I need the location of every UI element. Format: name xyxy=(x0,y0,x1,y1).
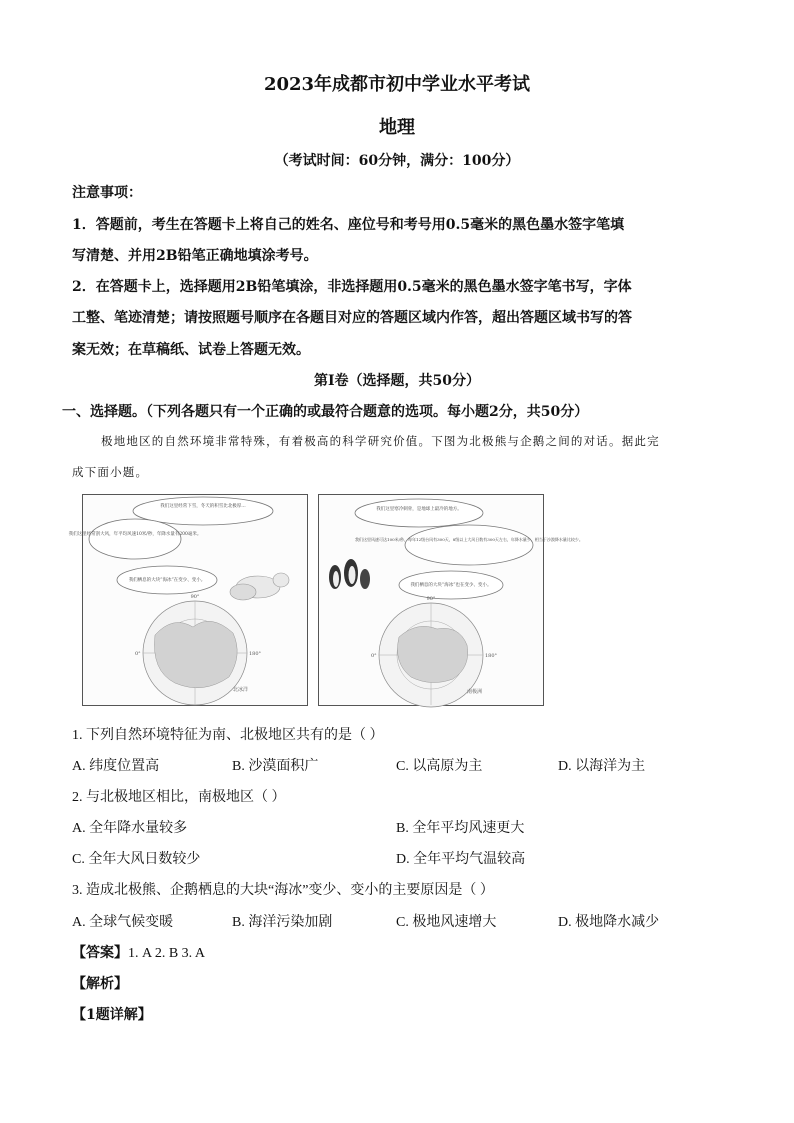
detail-1-text: 【1题详解】 xyxy=(72,1007,152,1023)
left-lon-right: 180° xyxy=(249,651,262,657)
right-region-label: 南极洲 xyxy=(467,689,483,695)
arctic-map xyxy=(143,601,247,705)
arctic-figure xyxy=(68,494,308,706)
detail-1-label xyxy=(72,1004,152,1024)
question-1-option-b: B. 沙漠面积广 xyxy=(232,759,319,774)
question-1-option-c: C. 以高原为主 xyxy=(396,759,483,774)
volume-title: 第Ⅰ卷（选择题，共50分） xyxy=(313,373,481,389)
question-1-option-d: D. 以海洋为主 xyxy=(558,759,646,774)
notes-heading: 注意事项： xyxy=(72,185,142,201)
right-bubble-2: 我们这里风速可达100米/秒，每年12级台风有300天，8级以上大风日数有300天左右，年降水量少，相当于沙漠降水量比较少。 xyxy=(355,537,583,542)
arctic-illustration xyxy=(68,495,307,705)
right-lon-left: 0° xyxy=(371,653,377,659)
question-2-option-c: C. 全年大风日数较少 xyxy=(72,852,201,867)
question-3-option-d: D. 极地降水减少 xyxy=(558,915,660,930)
analysis-label xyxy=(72,973,128,993)
note-2-line-1: 2．在答题卡上，选择题用2B铅笔填涂，非选择题用0.5毫米的黑色墨水签字笔书写，字体 xyxy=(72,279,632,295)
question-2-stem: 2. 与北极地区相比，南极地区（ ） xyxy=(72,790,286,805)
question-1-option-a: A. 纬度位置高 xyxy=(72,759,160,774)
left-ocean-label: 北冰洋 xyxy=(233,687,249,693)
answer-label: 【答案】 xyxy=(72,945,128,961)
question-2-option-d: D. 全年平均气温较高 xyxy=(396,852,526,867)
question-1-stem: 1. 下列自然环境特征为南、北极地区共有的是（ ） xyxy=(72,728,384,743)
question-2-option-b: B. 全年平均风速更大 xyxy=(396,821,525,836)
question-3-stem: 3. 造成北极熊、企鹅栖息的大块“海冰”变少、变小的主要原因是（ ） xyxy=(72,883,494,898)
question-3-option-c: C. 极地风速增大 xyxy=(396,915,497,930)
analysis-text: 【解析】 xyxy=(72,976,128,992)
right-lon-right: 180° xyxy=(485,653,498,659)
antarctic-figure xyxy=(318,494,583,706)
part-title: 一、选择题。（下列各题只有一个正确的或最符合题意的选项。每小题2分，共50分） xyxy=(62,404,589,420)
left-bubble-1: 我们这里经常下雪，冬天的积雪比北极厚… xyxy=(160,504,246,509)
note-1-line-1: 1．答题前，考生在答题卡上将自己的姓名、座位号和考号用0.5毫米的黑色墨水签字笔填 xyxy=(72,217,625,233)
right-bubble-3: 我们栖息的大块“海冰”也在变少、变小。 xyxy=(410,583,492,588)
penguin-drawing xyxy=(329,559,370,589)
exam-info: （考试时间：60分钟，满分：100分） xyxy=(274,153,520,169)
left-lon-top: 90° xyxy=(190,594,200,600)
intro-line-1: 极地地区的自然环境非常特殊，有着极高的科学研究价值。下图为北极熊与企鹅之间的对话。据此完 xyxy=(101,434,660,448)
answer-row xyxy=(72,942,205,962)
note-2-line-3: 案无效；在草稿纸、试卷上答题无效。 xyxy=(72,342,310,358)
left-lon-left: 0° xyxy=(135,651,141,657)
left-bubble-2: 我们这里经常刮大风，年平均风速10米/秒，年降水量有200毫米。 xyxy=(68,532,202,537)
exam-title: 2023年成都市初中学业水平考试 xyxy=(263,74,531,95)
note-1-line-2: 写清楚、并用2B铅笔正确地填涂考号。 xyxy=(72,248,318,264)
note-2-line-2: 工整、笔迹清楚；请按照题号顺序在各题目对应的答题区域内作答，超出答题区域书写的答 xyxy=(72,310,632,326)
right-lon-top: 90° xyxy=(426,596,436,602)
right-bubble-1: 我们这里寒冷刺骨，是地球上最冷的地方。 xyxy=(376,507,462,512)
question-3-option-b: B. 海洋污染加剧 xyxy=(232,915,333,930)
left-bubble-3: 我们栖息的大块“海冰”在变少、变小。 xyxy=(128,578,206,583)
polar-bear-drawing xyxy=(230,573,289,600)
question-2-option-a: A. 全年降水量较多 xyxy=(72,821,188,836)
answer-values: 1. A 2. B 3. A xyxy=(128,946,206,961)
subject-title: 地理 xyxy=(379,117,415,138)
intro-line-2: 成下面小题。 xyxy=(72,465,149,479)
antarctic-illustration xyxy=(319,495,583,705)
question-3-option-a: A. 全球气候变暖 xyxy=(72,915,174,930)
